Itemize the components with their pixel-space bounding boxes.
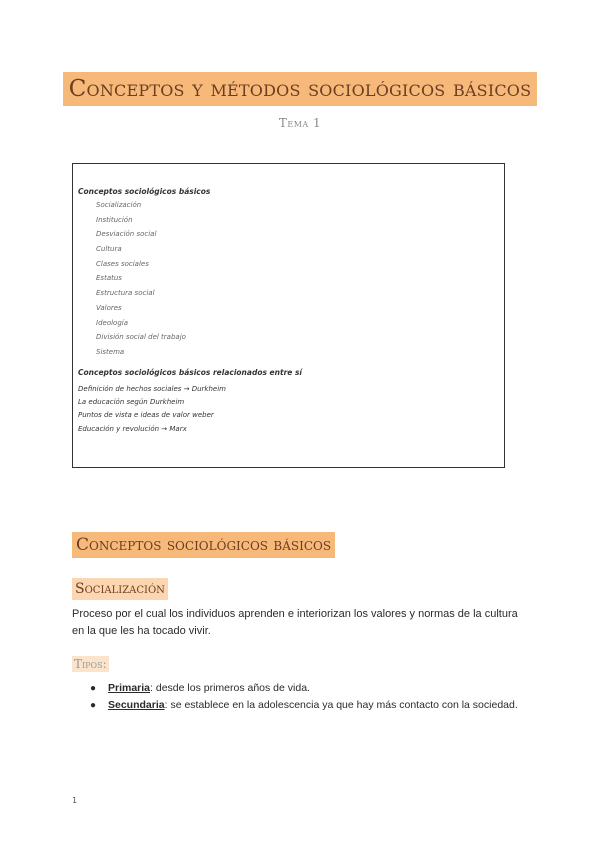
toc-item[interactable]: Cultura: [96, 245, 122, 254]
toc-item[interactable]: Estructura social: [96, 289, 155, 298]
bullet-icon: ●: [90, 683, 97, 694]
document-subtitle: Tema 1: [278, 116, 322, 130]
term-description: : se establece en la adolescencia ya que hay más contacto con la sociedad.: [164, 699, 518, 711]
toc-subitem[interactable]: Puntos de vista e ideas de valor weber: [78, 411, 214, 420]
toc-subitem[interactable]: Educación y revolución → Marx: [78, 424, 187, 433]
types-heading: Tipos:: [74, 657, 107, 671]
types-list: [90, 680, 550, 714]
section-heading: Conceptos sociológicos básicos: [72, 532, 335, 558]
toc-item[interactable]: Ideología: [96, 318, 129, 327]
subsection-heading-wrapper: [72, 578, 168, 600]
toc-item[interactable]: Estatus: [96, 274, 122, 283]
toc-heading-2[interactable]: Conceptos sociológicos básicos relacionados entre sí: [78, 367, 302, 377]
table-of-contents: [72, 163, 505, 468]
section-heading-wrapper: [72, 532, 335, 558]
toc-item[interactable]: Valores: [96, 303, 122, 312]
definition-paragraph: Proceso por el cual los individuos aprenden e interiorizan los valores y normas de la cultura en la que les ha tocado vivir.: [72, 608, 518, 637]
term-primaria: Primaria: [108, 682, 151, 694]
term-description: : desde los primeros años de vida.: [150, 682, 310, 694]
document-title: Conceptos y métodos sociológicos básicos: [63, 72, 538, 106]
toc-item[interactable]: Socialización: [96, 201, 142, 209]
page-number: 1: [72, 796, 78, 805]
term-secundaria: Secundaria: [108, 699, 165, 711]
toc-item[interactable]: Sistema: [96, 347, 125, 356]
subsection-heading: Socialización: [72, 578, 168, 600]
list-item: [90, 680, 550, 697]
toc-subitem[interactable]: La educación según Durkheim: [78, 397, 185, 406]
title-wrapper: [0, 72, 600, 106]
toc-item[interactable]: Desviación social: [96, 230, 157, 239]
bullet-icon: ●: [90, 700, 97, 711]
toc-item[interactable]: Clases sociales: [96, 259, 149, 268]
list-item: [90, 697, 550, 714]
toc-item[interactable]: División social del trabajo: [96, 333, 186, 342]
toc-item[interactable]: Institución: [96, 215, 133, 224]
toc-subitem[interactable]: Definición de hechos sociales → Durkheim: [78, 384, 226, 393]
toc-heading-1[interactable]: Conceptos sociológicos básicos: [78, 187, 211, 196]
